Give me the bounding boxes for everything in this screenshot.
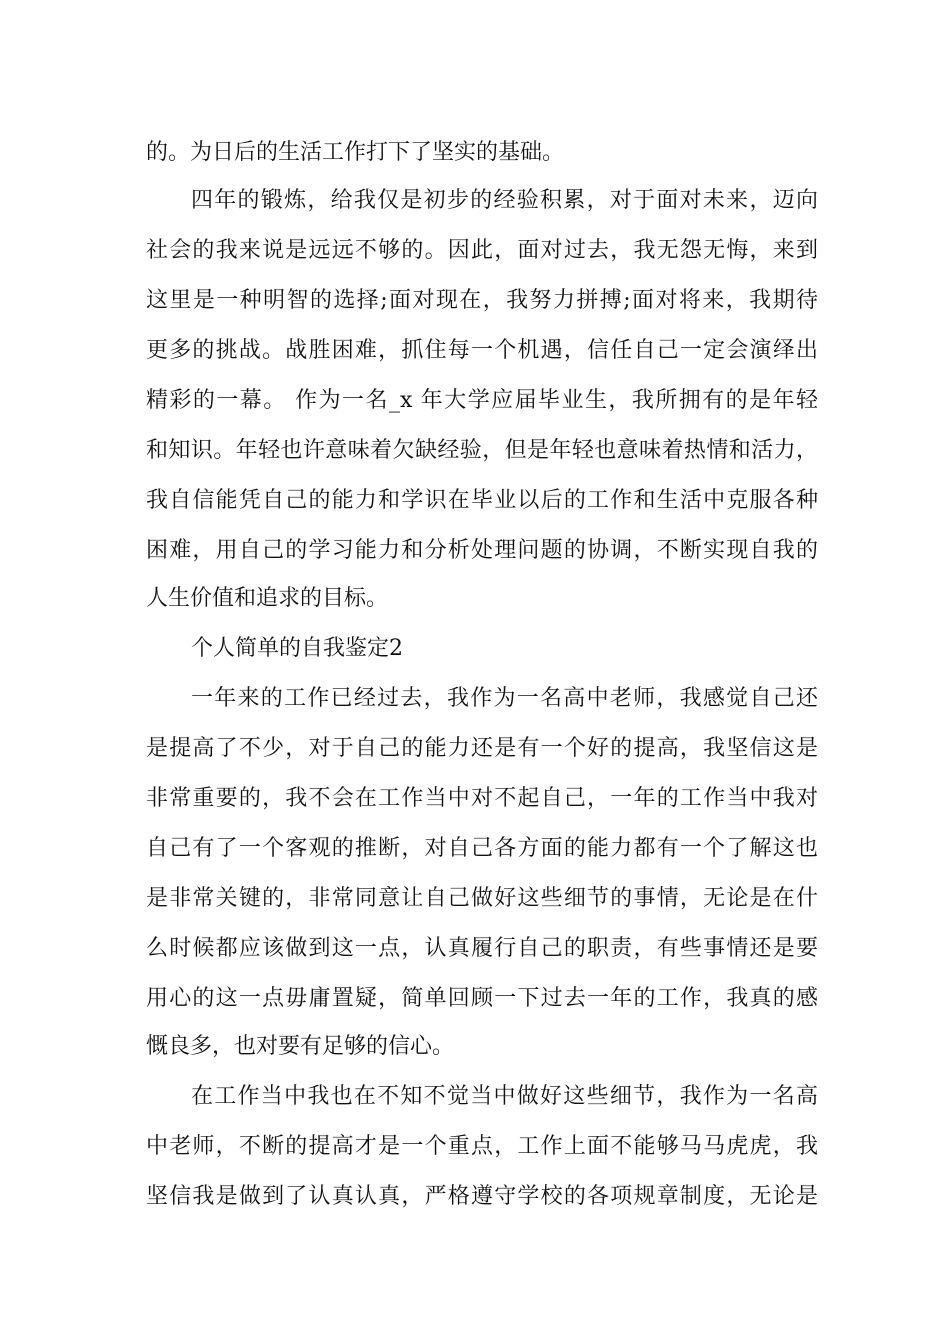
text-line: 用心的这一点毋庸置疑，简单回顾一下过去一年的工作，我真的感 (146, 986, 818, 1011)
text-line: 是非常关键的，非常同意让自己做好这些细节的事情，无论是在什 (146, 886, 818, 911)
text-line: 慨良多，也对要有足够的信心。 (146, 1034, 455, 1059)
text-line: 精彩的一幕。 作为一名_x 年大学应届毕业生，我所拥有的是年轻 (146, 388, 818, 413)
text-line: 中老师，不断的提高才是一个重点，工作上面不能够马马虎虎，我 (146, 1134, 818, 1159)
text-line: 社会的我来说是远远不够的。因此，面对过去，我无怨无悔，来到 (146, 238, 818, 263)
text-line: 这里是一种明智的选择;面对现在，我努力拼搏;面对将来，我期待 (146, 288, 818, 313)
text-line: 我自信能凭自己的能力和学识在毕业以后的工作和生活中克服各种 (146, 488, 818, 513)
text-line: 非常重要的，我不会在工作当中对不起自己，一年的工作当中我对 (146, 786, 818, 811)
text-line: 么时候都应该做到这一点，认真履行自己的职责，有些事情还是要 (146, 936, 818, 961)
section-heading: 个人简单的自我鉴定2 (191, 636, 403, 661)
text-line: 更多的挑战。战胜困难，抓住每一个机遇，信任自己一定会演绎出 (146, 338, 818, 363)
paragraph-first-line: 在工作当中我也在不知不觉当中做好这些细节，我作为一名高 (191, 1084, 818, 1109)
paragraph-first-line: 一年来的工作已经过去，我作为一名高中老师，我感觉自己还 (191, 686, 818, 711)
text-line: 和知识。年轻也许意味着欠缺经验，但是年轻也意味着热情和活力， (146, 438, 818, 463)
text-line: 人生价值和追求的目标。 (146, 586, 389, 611)
text-line: 坚信我是做到了认真认真，严格遵守学校的各项规章制度，无论是 (146, 1184, 818, 1209)
text-line: 自己有了一个客观的推断，对自己各方面的能力都有一个了解这也 (146, 836, 818, 861)
text-line: 是提高了不少，对于自己的能力还是有一个好的提高，我坚信这是 (146, 736, 818, 761)
text-line: 困难，用自己的学习能力和分析处理问题的协调，不断实现自我的 (146, 538, 818, 563)
text-line: 的。为日后的生活工作打下了坚实的基础。 (146, 140, 565, 165)
paragraph-first-line: 四年的锻炼，给我仅是初步的经验积累，对于面对未来，迈向 (191, 188, 818, 213)
